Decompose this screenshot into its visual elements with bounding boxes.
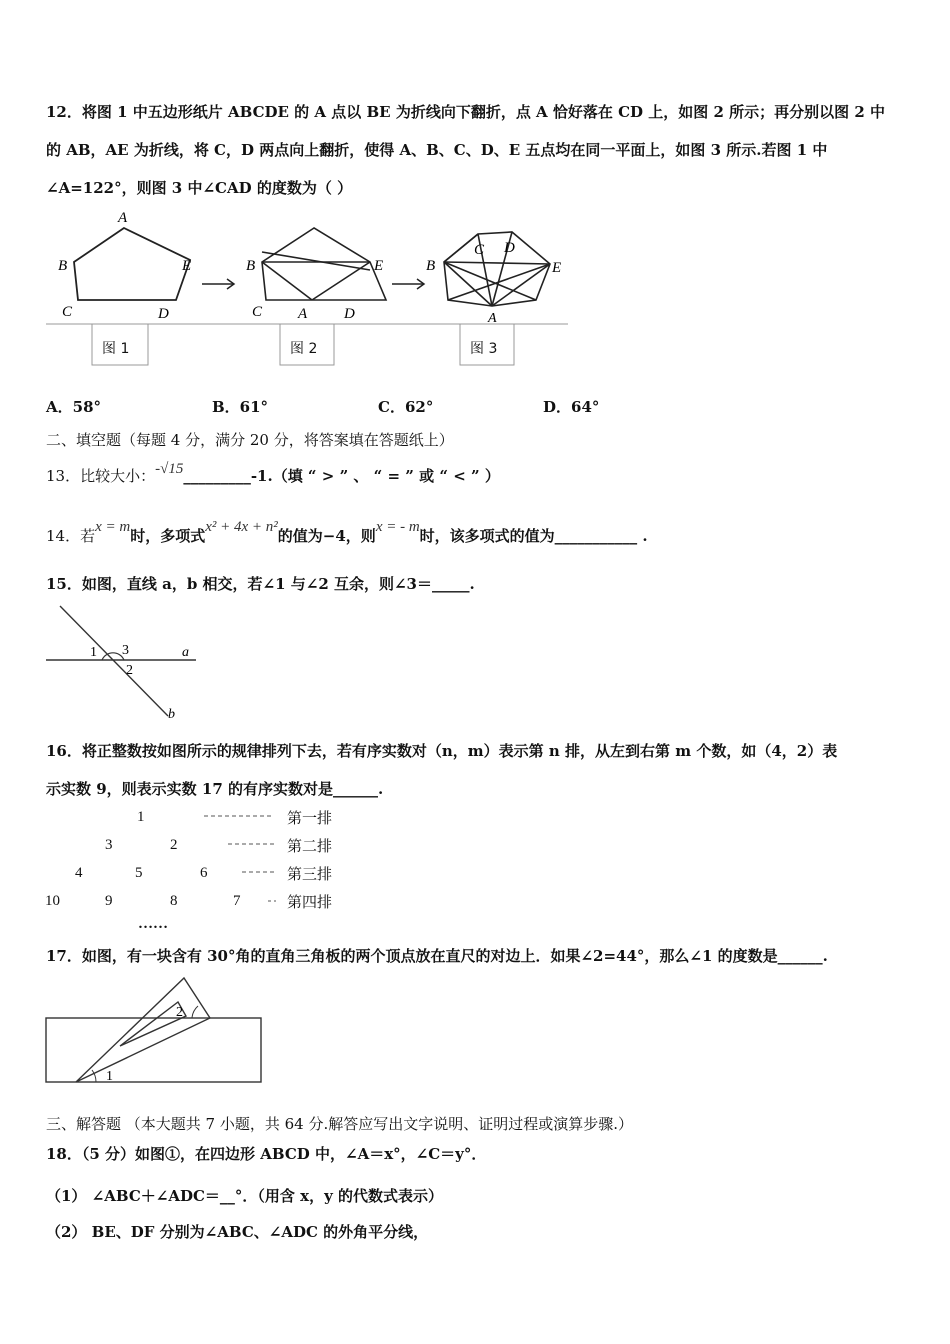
svg-text:B: B: [58, 258, 68, 274]
svg-text:C: C: [62, 304, 73, 320]
svg-text:2: 2: [176, 1005, 183, 1020]
svg-text:B: B: [426, 258, 436, 274]
section2-heading: 二、填空题（每题 4 分，满分 20 分，将答案填在答题纸上）: [46, 431, 454, 449]
fig3-diagram: [444, 232, 550, 306]
svg-text:a: a: [182, 645, 189, 660]
q14: 14．若x = m时，多项式x² + 4x + n²的值为−4，则x = - m时，该多项式的值为___________ .: [46, 519, 648, 545]
row-label-3: 第三排: [287, 865, 333, 883]
fig2-diagram: [262, 228, 386, 300]
svg-text:1: 1: [106, 1069, 113, 1084]
q15-figure: [40, 598, 220, 728]
q12-line3: ∠A=122°，则图 3 中∠CAD 的度数为（ ）: [46, 179, 353, 197]
svg-text:2: 2: [126, 663, 133, 678]
svg-text:E: E: [182, 258, 192, 274]
q18-intro: 18．（5 分）如图①，在四边形 ABCD 中，∠A＝x°，∠C＝y°．: [46, 1145, 487, 1163]
section3-heading: 三、解答题 （本大题共 7 小题，共 64 分.解答应写出文字说明、证明过程或演算步骤.）: [46, 1115, 634, 1133]
svg-text:E: E: [374, 258, 384, 274]
row-label-2: 第二排: [287, 837, 333, 855]
q12-line2: 的 AB，AE 为折线，将 C，D 两点向上翻折，使得 A、B、C、D、E 五点均在同一平面上，如图 3 所示.若图 1 中: [46, 141, 828, 159]
svg-text:A: A: [118, 210, 128, 226]
svg-text:C: C: [252, 304, 263, 320]
q12-line1: 12．将图 1 中五边形纸片 ABCDE 的 A 点以 BE 为折线向下翻折，点 A 恰好落在 CD 上，如图 2 所示；再分别以图 2 中: [46, 103, 886, 121]
svg-text:A: A: [298, 306, 308, 322]
row-dashes: [0, 800, 300, 910]
svg-text:1: 1: [90, 645, 97, 660]
q17-text: 17．如图，有一块含有 30°角的直角三角板的两个顶点放在直尺的对边上．如果∠2=44°，那么∠1 的度数是______.: [46, 947, 828, 965]
q18-part1: （1） ∠ABC＋∠ADC＝__°．（用含 x，y 的代数式表示）: [46, 1187, 444, 1205]
q18-part2: （2） BE、DF 分别为∠ABC、∠ADC 的外角平分线，: [46, 1223, 429, 1241]
q16-line2: 示实数 9，则表示实数 17 的有序实数对是______.: [46, 780, 384, 798]
q16-line1: 16．将正整数按如图所示的规律排列下去，若有序实数对（n，m）表示第 n 排，从左到右第 m 个数，如（4，2）表: [46, 742, 838, 760]
svg-text:D: D: [158, 306, 169, 322]
svg-text:3: 3: [122, 643, 129, 658]
choice-a: A．58°: [46, 398, 102, 416]
row-label-4: 第四排: [287, 893, 333, 911]
q17-figure: [40, 972, 280, 1092]
svg-text:E: E: [552, 260, 562, 276]
fig1-caption: 图 1: [102, 341, 130, 357]
choice-b: B．61°: [212, 398, 269, 416]
svg-text:C: C: [474, 242, 485, 258]
svg-text:B: B: [246, 258, 256, 274]
svg-text:b: b: [168, 707, 175, 722]
fig2-caption: 图 2: [290, 341, 318, 357]
sqrt15-expr: -√15: [155, 461, 184, 477]
q13: 13．比较大小：-√15_________-1.（填 “ > ” 、 “ = ” 或 “ < ” ）: [46, 461, 500, 485]
q15-text: 15．如图，直线 a，b 相交，若∠1 与∠2 互余，则∠3＝_____.: [46, 575, 475, 593]
svg-text:A: A: [488, 311, 497, 326]
svg-text:D: D: [344, 306, 355, 322]
fig3-caption: 图 3: [470, 341, 498, 357]
svg-text:D: D: [504, 240, 515, 256]
choice-c: C．62°: [378, 398, 434, 416]
row-label-1: 第一排: [287, 809, 333, 827]
choice-d: D．64°: [543, 398, 600, 416]
fig1-pentagon: [74, 228, 190, 300]
